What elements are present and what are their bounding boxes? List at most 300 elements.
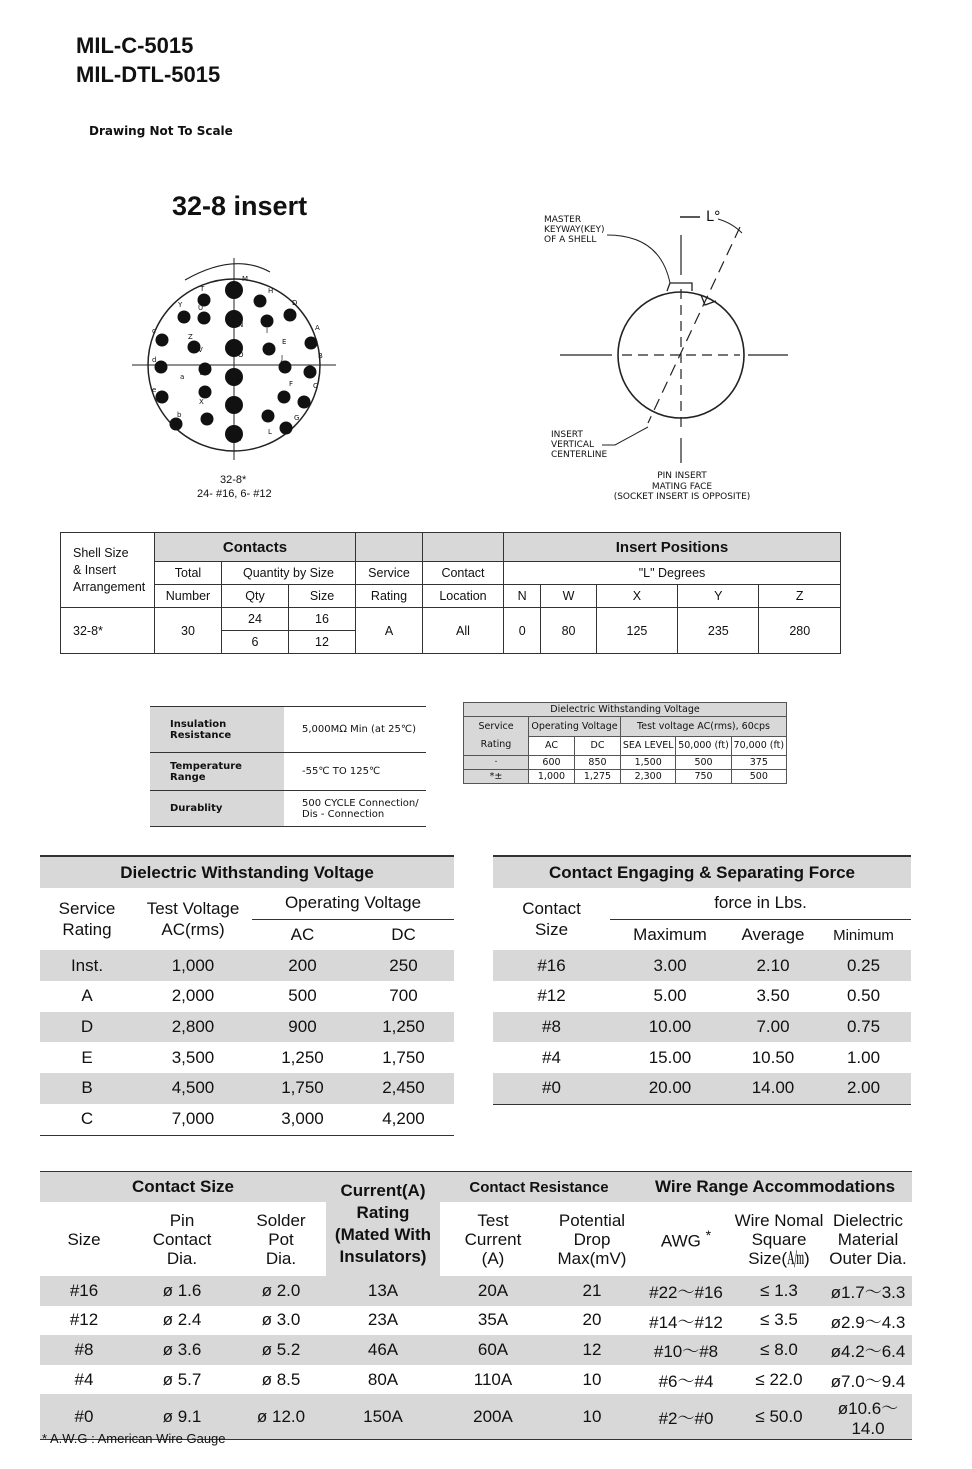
contact-pin-16 xyxy=(201,413,214,426)
position-y-value: 235 xyxy=(678,608,759,654)
contact-pin-16 xyxy=(170,418,183,431)
contact-pin-16 xyxy=(254,295,267,308)
contact-letter: Z xyxy=(188,333,193,341)
cell: ≤ 1.3 xyxy=(734,1276,824,1306)
cell: 2.10 xyxy=(730,950,816,981)
small-service-header xyxy=(464,717,529,756)
contact-letter: F xyxy=(289,380,294,388)
spec-label: Insulation Resistance xyxy=(150,707,284,753)
contacts-header: Contacts xyxy=(155,533,356,562)
cell: ø 3.6 xyxy=(128,1335,236,1365)
insert-caption-1: 32-8* xyxy=(220,474,247,486)
mating-line-3: (SOCKET INSERT IS OPPOSITE) xyxy=(613,492,751,502)
insert-positions-header: Insert Positions xyxy=(504,533,841,562)
force-contact-label: Contact xyxy=(522,899,581,919)
current-line-4: Insulators) xyxy=(339,1247,427,1266)
mating-line-1: PIN INSERT xyxy=(657,471,707,481)
contact-letter: d xyxy=(152,356,157,364)
cell: 1,000 xyxy=(529,770,575,784)
cell: 1,750 xyxy=(252,1073,353,1104)
force-max-header: Maximum xyxy=(633,925,707,945)
solder-line-2: Pot xyxy=(268,1229,294,1249)
cell: #14～#12 xyxy=(649,1312,723,1332)
cell: 7.00 xyxy=(730,1012,816,1043)
contact-pin-16 xyxy=(262,410,275,423)
resistance-header: Contact Resistance xyxy=(440,1172,638,1203)
pin-line-3: Dia. xyxy=(166,1248,198,1268)
cell: ø 12.0 xyxy=(236,1394,326,1440)
cell: 20A xyxy=(440,1276,546,1306)
wire-nominal-col-header xyxy=(734,1202,824,1276)
keyway-line-3: OF A SHELL xyxy=(544,235,597,245)
cell: ø 5.2 xyxy=(236,1335,326,1365)
cell: #4 xyxy=(74,1369,94,1389)
contact-letter: J xyxy=(281,354,284,362)
contact-letter: B xyxy=(318,352,323,360)
current-line-3: (Mated With xyxy=(334,1225,432,1244)
mating-face-label xyxy=(600,471,764,503)
cell: #12 xyxy=(69,1310,99,1330)
small-rating-label: Rating xyxy=(480,739,512,750)
cell: 500 xyxy=(731,770,786,784)
l-degrees-header: "L" Degrees xyxy=(504,562,841,585)
cell: #2～#0 xyxy=(638,1394,734,1440)
centerline-line-2: VERTICAL xyxy=(551,440,595,450)
spec-table xyxy=(150,706,426,827)
contact-letter: I xyxy=(266,327,269,335)
solder-line-3: Dia. xyxy=(265,1248,297,1268)
cell: 20.00 xyxy=(610,1073,730,1104)
nominal-line-1: Wire Nomal xyxy=(734,1210,824,1230)
cell: 150A xyxy=(326,1394,440,1440)
force-title: Contact Engaging & Separating Force xyxy=(493,856,911,888)
shell-size-header xyxy=(61,533,155,608)
contact-pin-16 xyxy=(199,386,212,399)
dwv-table xyxy=(40,855,454,1136)
small-service-label: Service xyxy=(478,721,514,732)
service-header: Service xyxy=(356,562,423,585)
contact-header: Contact xyxy=(423,562,504,585)
table-row xyxy=(40,981,454,1012)
cell: 0.75 xyxy=(816,1012,911,1043)
rotated-centerline xyxy=(648,227,740,423)
contact-letter: H xyxy=(268,287,274,295)
contact-letter: L xyxy=(268,428,272,436)
insert-face-drawing xyxy=(120,250,350,460)
cell: 2,000 xyxy=(171,986,215,1006)
cell: ø 3.0 xyxy=(261,1310,301,1330)
mating-line-2: MATING FACE xyxy=(651,481,713,492)
cell: 2,800 xyxy=(134,1012,252,1043)
empty-header xyxy=(423,533,504,562)
centerline-label xyxy=(551,430,607,460)
cell: 10.00 xyxy=(610,1012,730,1043)
cell: 3.50 xyxy=(756,986,790,1006)
contact-pin-16 xyxy=(198,312,211,325)
cell: 12 xyxy=(546,1335,638,1365)
cell: 1,750 xyxy=(382,1047,425,1067)
contact-letter: Y xyxy=(178,301,183,309)
table-row xyxy=(493,981,911,1012)
cell: 23A xyxy=(367,1310,399,1330)
cell: 850 xyxy=(575,756,621,770)
insert-title: 32-8 insert xyxy=(172,191,308,221)
small-test-header: Test voltage AC(rms), 60cps xyxy=(621,717,787,737)
orientation-diagram xyxy=(540,205,800,505)
table-row xyxy=(40,1012,454,1043)
shell-header-2: & Insert xyxy=(73,562,117,577)
position-x-value: 125 xyxy=(596,608,677,654)
cell: ø 9.1 xyxy=(128,1394,236,1440)
drop-col-header xyxy=(546,1202,638,1276)
cell: #8 xyxy=(40,1335,128,1365)
contact-pin-16 xyxy=(280,422,293,435)
contact-pin-16 xyxy=(156,334,169,347)
cell: 10 xyxy=(582,1369,602,1389)
contact-pin-16 xyxy=(279,361,292,374)
table-row xyxy=(40,1306,912,1336)
dwv-test-label: Test Voltage xyxy=(146,899,240,919)
cell: 10 xyxy=(546,1394,638,1440)
drop-line-3: Max(mV) xyxy=(557,1248,627,1268)
keyway-arc xyxy=(185,264,270,280)
spec-label: Temperature Range xyxy=(150,753,284,791)
empty-header xyxy=(356,533,423,562)
cell: 4,200 xyxy=(382,1109,425,1129)
position-w-header: W xyxy=(541,585,596,608)
contact-letter: e xyxy=(152,386,157,394)
table-row xyxy=(40,1365,912,1395)
cell: 0.25 xyxy=(816,950,911,981)
contact-letter: P xyxy=(237,377,242,385)
cell: 20 xyxy=(582,1310,602,1330)
contact-pin-16 xyxy=(261,315,274,328)
position-n-header: N xyxy=(504,585,541,608)
awg-footnote: * A.W.G : American Wire Gauge xyxy=(42,1431,226,1446)
cell: 80A xyxy=(367,1369,399,1389)
cell: 4,500 xyxy=(134,1073,252,1104)
force-min-header: Minimum xyxy=(833,926,894,944)
nominal-line-2: Square xyxy=(751,1229,807,1249)
location-header: Location xyxy=(423,585,504,608)
keyway-leader xyxy=(607,235,670,283)
qty-value: 24 xyxy=(222,608,289,631)
cell: #0 xyxy=(40,1394,128,1440)
cell: ≤ 50.0 xyxy=(734,1394,824,1440)
cell: 0.50 xyxy=(846,986,881,1006)
dwv-service-label: Service xyxy=(58,899,116,919)
small-col-sea: SEA LEVEL xyxy=(621,736,676,756)
cell: 46A xyxy=(326,1335,440,1365)
cell: 375 xyxy=(731,756,786,770)
cell: 3,000 xyxy=(281,1109,324,1129)
cell: 1,250 xyxy=(281,1047,324,1067)
shell-header-1: Shell Size xyxy=(73,545,129,560)
size-header: Size xyxy=(289,585,356,608)
cell: 700 xyxy=(389,986,418,1006)
contact-letter: O xyxy=(238,351,244,359)
contact-letter: b xyxy=(177,411,182,419)
title-line-1: MIL-C-5015 xyxy=(76,33,194,58)
test-col-header xyxy=(440,1202,546,1276)
rating-header: Rating xyxy=(356,585,423,608)
contact-letter: E xyxy=(282,338,287,346)
cell: E xyxy=(81,1047,93,1067)
pin-col-header xyxy=(128,1202,236,1276)
keyway-notch xyxy=(667,283,692,291)
cell: ø1.7～3.3 xyxy=(824,1276,912,1306)
nominal-line-3: Size(㏟) xyxy=(748,1248,810,1268)
awg-col-header xyxy=(638,1202,734,1276)
size-value: 16 xyxy=(289,608,356,631)
total-value: 30 xyxy=(155,608,222,654)
contact-letter: K xyxy=(283,395,288,403)
cell: 2,300 xyxy=(621,770,676,784)
contact-letter: V xyxy=(198,346,203,354)
cell: 13A xyxy=(326,1276,440,1306)
scale-note: Drawing Not To Scale xyxy=(89,124,233,138)
position-w-value: 80 xyxy=(541,608,596,654)
cell: #0 xyxy=(493,1073,610,1104)
position-n-value: 0 xyxy=(504,608,541,654)
contact-spec-table xyxy=(40,1171,912,1440)
spec-value: -55℃ TO 125℃ xyxy=(284,753,426,791)
test-line-2: Current xyxy=(464,1229,522,1249)
contact-letter: S xyxy=(237,435,242,443)
contact-pin-16 xyxy=(263,343,276,356)
contact-letter: T xyxy=(200,285,205,293)
cell: 600 xyxy=(529,756,575,770)
cell: C xyxy=(80,1109,94,1129)
cell: ø10.6～14.0 xyxy=(824,1394,912,1440)
cell: #16 xyxy=(40,1276,128,1306)
dwv-service-header xyxy=(40,888,134,950)
angle-label: L° xyxy=(706,209,721,225)
cell: #16 xyxy=(493,950,610,981)
cell: ø 1.6 xyxy=(128,1276,236,1306)
cell: 3,500 xyxy=(171,1047,215,1067)
awg-star: * xyxy=(705,1228,712,1245)
contact-letter: N xyxy=(238,321,244,329)
position-x-header: X xyxy=(596,585,677,608)
cell: 15.00 xyxy=(648,1047,692,1067)
pin-line-2: Contact xyxy=(152,1229,212,1249)
table-row xyxy=(493,1012,911,1043)
contact-pin-16 xyxy=(298,396,311,409)
cell: 900 xyxy=(252,1012,353,1043)
position-z-value: 280 xyxy=(759,608,841,654)
cell: #8 xyxy=(493,1012,610,1043)
pin-line-1: Pin xyxy=(169,1210,195,1230)
table-row xyxy=(40,1335,912,1365)
table-row xyxy=(40,1042,454,1073)
position-z-header: Z xyxy=(759,585,841,608)
cell: 1,250 xyxy=(353,1012,454,1043)
cell: A xyxy=(81,986,93,1006)
location-value: All xyxy=(423,608,504,654)
cell: 110A xyxy=(473,1369,513,1389)
cell: 35A xyxy=(477,1310,509,1330)
qty-by-size-header: Quantity by Size xyxy=(222,562,356,585)
drop-line-1: Potential xyxy=(558,1210,626,1230)
contact-letter: X xyxy=(199,398,204,406)
drop-line-2: Drop xyxy=(573,1229,611,1249)
cell: 200 xyxy=(252,950,353,981)
arrangement-table xyxy=(60,532,841,654)
total-header: Total xyxy=(155,562,222,585)
force-unit-header: force in Lbs. xyxy=(610,888,911,919)
cell: #10～#8 xyxy=(638,1335,734,1365)
cell: *± xyxy=(464,770,529,784)
awg-label: AWG xyxy=(660,1231,701,1251)
cell: 5.00 xyxy=(653,986,687,1006)
insert-caption-2: 24- #16, 6- #12 xyxy=(197,488,272,500)
centerline-line-1: INSERT xyxy=(551,430,583,440)
contact-letter: a xyxy=(180,373,185,381)
cell: ≤ 22.0 xyxy=(755,1369,803,1389)
current-line-2: Rating xyxy=(356,1203,410,1222)
doc-title xyxy=(76,31,220,89)
table-row xyxy=(464,770,787,784)
small-operating-header: Operating Voltage xyxy=(529,717,621,737)
cell: · xyxy=(464,756,529,770)
dwv-title: Dielectric Withstanding Voltage xyxy=(40,856,454,888)
contact-letter: G xyxy=(294,414,300,422)
contact-letter: U xyxy=(198,304,204,312)
force-avg-header: Average xyxy=(741,925,805,945)
dielectric-line-1: Dielectric xyxy=(833,1210,903,1230)
cell: B xyxy=(40,1073,134,1104)
cell: ø4.2～6.4 xyxy=(824,1335,912,1365)
cell: 1.00 xyxy=(846,1047,881,1067)
cell: 250 xyxy=(353,950,454,981)
contact-letter: D xyxy=(292,299,298,307)
cell: 10.50 xyxy=(751,1047,795,1067)
cell: ø7.0～9.4 xyxy=(830,1372,906,1392)
force-size-label: Size xyxy=(534,920,569,940)
current-header xyxy=(326,1172,440,1277)
table-row xyxy=(40,1073,454,1104)
dwv-test-header xyxy=(134,888,252,950)
contact-pin-16 xyxy=(305,337,318,350)
contact-size-header: Contact Size xyxy=(40,1172,326,1203)
table-row xyxy=(40,1104,454,1135)
contact-pin-12 xyxy=(225,281,243,299)
cell: 7,000 xyxy=(171,1109,215,1129)
cell: #22～#16 xyxy=(638,1276,734,1306)
cell: Inst. xyxy=(40,950,134,981)
table-row xyxy=(464,756,787,770)
size-col-header: Size xyxy=(67,1229,101,1249)
keyway-line-2: KEYWAY(KEY) xyxy=(544,225,605,235)
dwv-operating-header: Operating Voltage xyxy=(252,888,454,919)
number-header: Number xyxy=(155,585,222,608)
small-col-70000: 70,000 (ft) xyxy=(731,736,786,756)
keyway-line-1: MASTER xyxy=(544,215,582,225)
master-keyway-label xyxy=(544,215,605,245)
shell-header-3: Arrangement xyxy=(73,579,146,594)
cell: 2.00 xyxy=(816,1073,911,1104)
cell: 2,450 xyxy=(353,1073,454,1104)
cell: ø 5.7 xyxy=(162,1369,202,1389)
cell: ø 8.5 xyxy=(261,1369,301,1389)
small-col-ac: AC xyxy=(529,736,575,756)
contact-pin-16 xyxy=(156,391,169,404)
cell: #12 xyxy=(537,986,566,1006)
force-contact-header xyxy=(493,888,610,950)
spec-value: 5,000MΩ Min (at 25℃) xyxy=(284,707,426,753)
centerline-line-3: CENTERLINE xyxy=(551,450,608,460)
cell: 21 xyxy=(546,1276,638,1306)
dielectric-line-3: Outer Dia. xyxy=(829,1248,907,1268)
cell: 500 xyxy=(288,986,317,1006)
solder-col-header xyxy=(236,1202,326,1276)
service-value: A xyxy=(356,608,423,654)
table-row xyxy=(40,1276,912,1306)
contact-pin-16 xyxy=(178,311,191,324)
spec-value: 500 CYCLE Connection/ Dis - Connection xyxy=(284,791,426,827)
shell-value: 32-8* xyxy=(61,608,155,654)
contact-letter: C xyxy=(313,382,318,390)
qty-value: 6 xyxy=(222,631,289,654)
position-y-header: Y xyxy=(678,585,759,608)
dielectric-line-2: Material xyxy=(837,1229,899,1249)
cell: ø2.9～4.3 xyxy=(830,1312,906,1332)
dwv-ac-header: AC xyxy=(290,925,315,945)
test-line-1: Test xyxy=(477,1210,509,1230)
dielectric-col-header xyxy=(824,1202,912,1276)
contact-letter: A xyxy=(315,324,320,332)
cell: ≤ 8.0 xyxy=(734,1335,824,1365)
test-line-3: (A) xyxy=(481,1248,505,1268)
qty-header: Qty xyxy=(222,585,289,608)
small-col-dc: DC xyxy=(575,736,621,756)
table-row xyxy=(40,950,454,981)
dwv-acrms-label: AC(rms) xyxy=(161,920,225,940)
contact-pin-16 xyxy=(304,366,317,379)
contact-letter: c xyxy=(152,327,156,335)
contact-letter: M xyxy=(242,275,249,283)
table-row xyxy=(493,1073,911,1104)
title-line-2: MIL-DTL-5015 xyxy=(76,62,221,87)
cell: 1,275 xyxy=(575,770,621,784)
wire-range-header: Wire Range Accommodations xyxy=(638,1172,912,1203)
contact-pins xyxy=(152,275,323,443)
current-line-1: Current(A) xyxy=(340,1181,426,1200)
cell: ≤ 3.5 xyxy=(760,1310,798,1330)
contact-letter: R xyxy=(237,404,242,412)
dwv-dc-header: DC xyxy=(391,925,416,945)
cell: #6～#4 xyxy=(658,1372,714,1392)
contact-letter: W xyxy=(199,369,206,377)
cell: 1,500 xyxy=(621,756,676,770)
cell: 200A xyxy=(440,1394,546,1440)
contact-pin-16 xyxy=(284,309,297,322)
centerline-leader xyxy=(602,427,648,445)
dwv-rating-label: Rating xyxy=(62,920,112,940)
solder-line-1: Solder xyxy=(256,1210,306,1230)
small-dwv-table xyxy=(463,702,787,784)
cell: ø 2.0 xyxy=(236,1276,326,1306)
cell: #4 xyxy=(542,1047,561,1067)
force-table xyxy=(493,855,911,1105)
cell: 1,000 xyxy=(134,950,252,981)
spec-label: Durablity xyxy=(150,791,284,827)
small-dwv-title: Dielectric Withstanding Voltage xyxy=(464,703,787,717)
cell: 3.00 xyxy=(610,950,730,981)
cell: 14.00 xyxy=(730,1073,816,1104)
size-value: 12 xyxy=(289,631,356,654)
